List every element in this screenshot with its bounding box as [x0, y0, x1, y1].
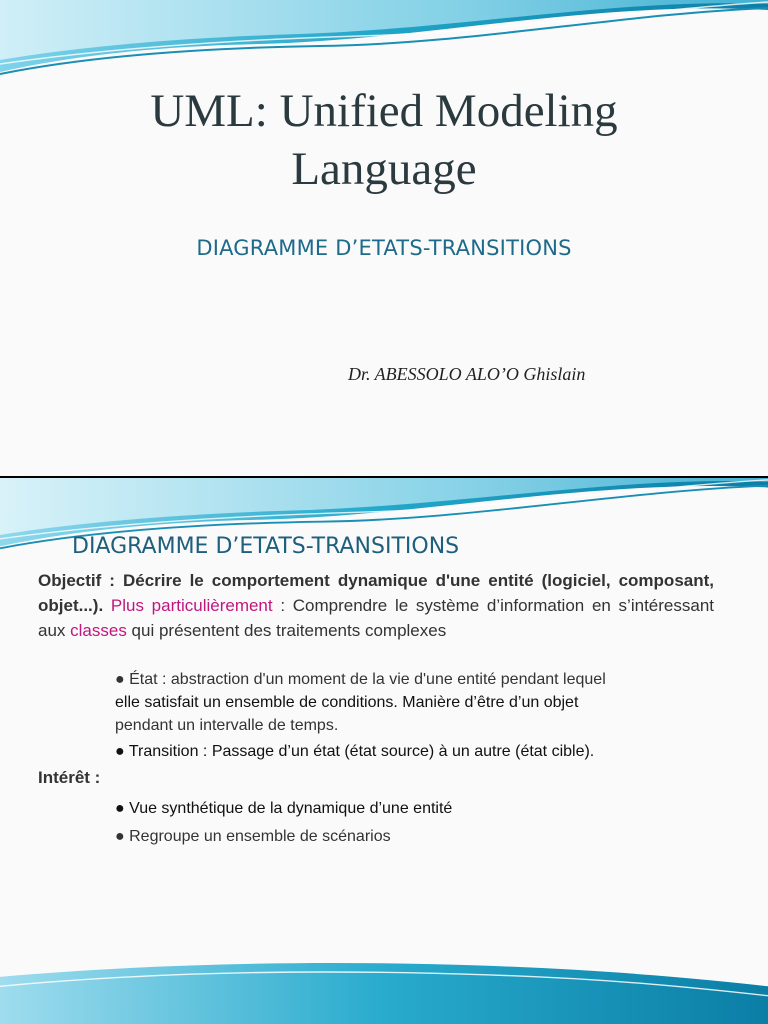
main-title-line1: UML: Unified Modeling: [150, 85, 618, 137]
content-slide: [0, 478, 768, 1024]
slide-title: DIAGRAMME D’ETATS-TRANSITIONS: [72, 534, 460, 559]
highlight-classes: classes: [70, 621, 127, 640]
decorative-wave-top: [0, 0, 768, 80]
main-title-line2: Language: [291, 143, 477, 195]
interet-label: Intérêt :: [38, 768, 101, 787]
objectif-label: Objectif : Décrire le comportement dynamique d'une entité (logiciel, composant, objet...).: [38, 571, 714, 615]
bullet-vue-synthetique: ● Vue synthétique de la dynamique d’une entité: [115, 800, 453, 817]
author-name: Dr. ABESSOLO ALO’O Ghislain: [348, 364, 586, 384]
decorative-wave-bottom: [0, 958, 768, 1024]
subtitle: DIAGRAMME D’ETATS-TRANSITIONS: [196, 236, 572, 260]
bullet-transition: ● Transition : Passage d’un état (état source) à un autre (état cible).: [115, 743, 595, 760]
objectif-text2: qui présentent des traitements complexes: [126, 621, 447, 640]
objectif-text1: : Comprendre le système d’information en s’intéressant aux: [38, 596, 714, 640]
bullet-etat: [115, 668, 735, 737]
etat-line3: pendant un intervalle de temps.: [115, 717, 339, 734]
objectif-paragraph: [38, 568, 714, 643]
highlight-plus-particulierement: Plus particulièrement: [110, 596, 273, 615]
bullet-regroupe: ● Regroupe un ensemble de scénarios: [115, 828, 391, 845]
etat-line2: elle satisfait un ensemble de conditions. Manière d’être d’un objet: [115, 694, 579, 711]
title-slide: [0, 0, 768, 476]
main-title: [0, 82, 768, 198]
etat-line1: ● État : abstraction d'un moment de la vie d'une entité pendant lequel: [115, 671, 606, 688]
